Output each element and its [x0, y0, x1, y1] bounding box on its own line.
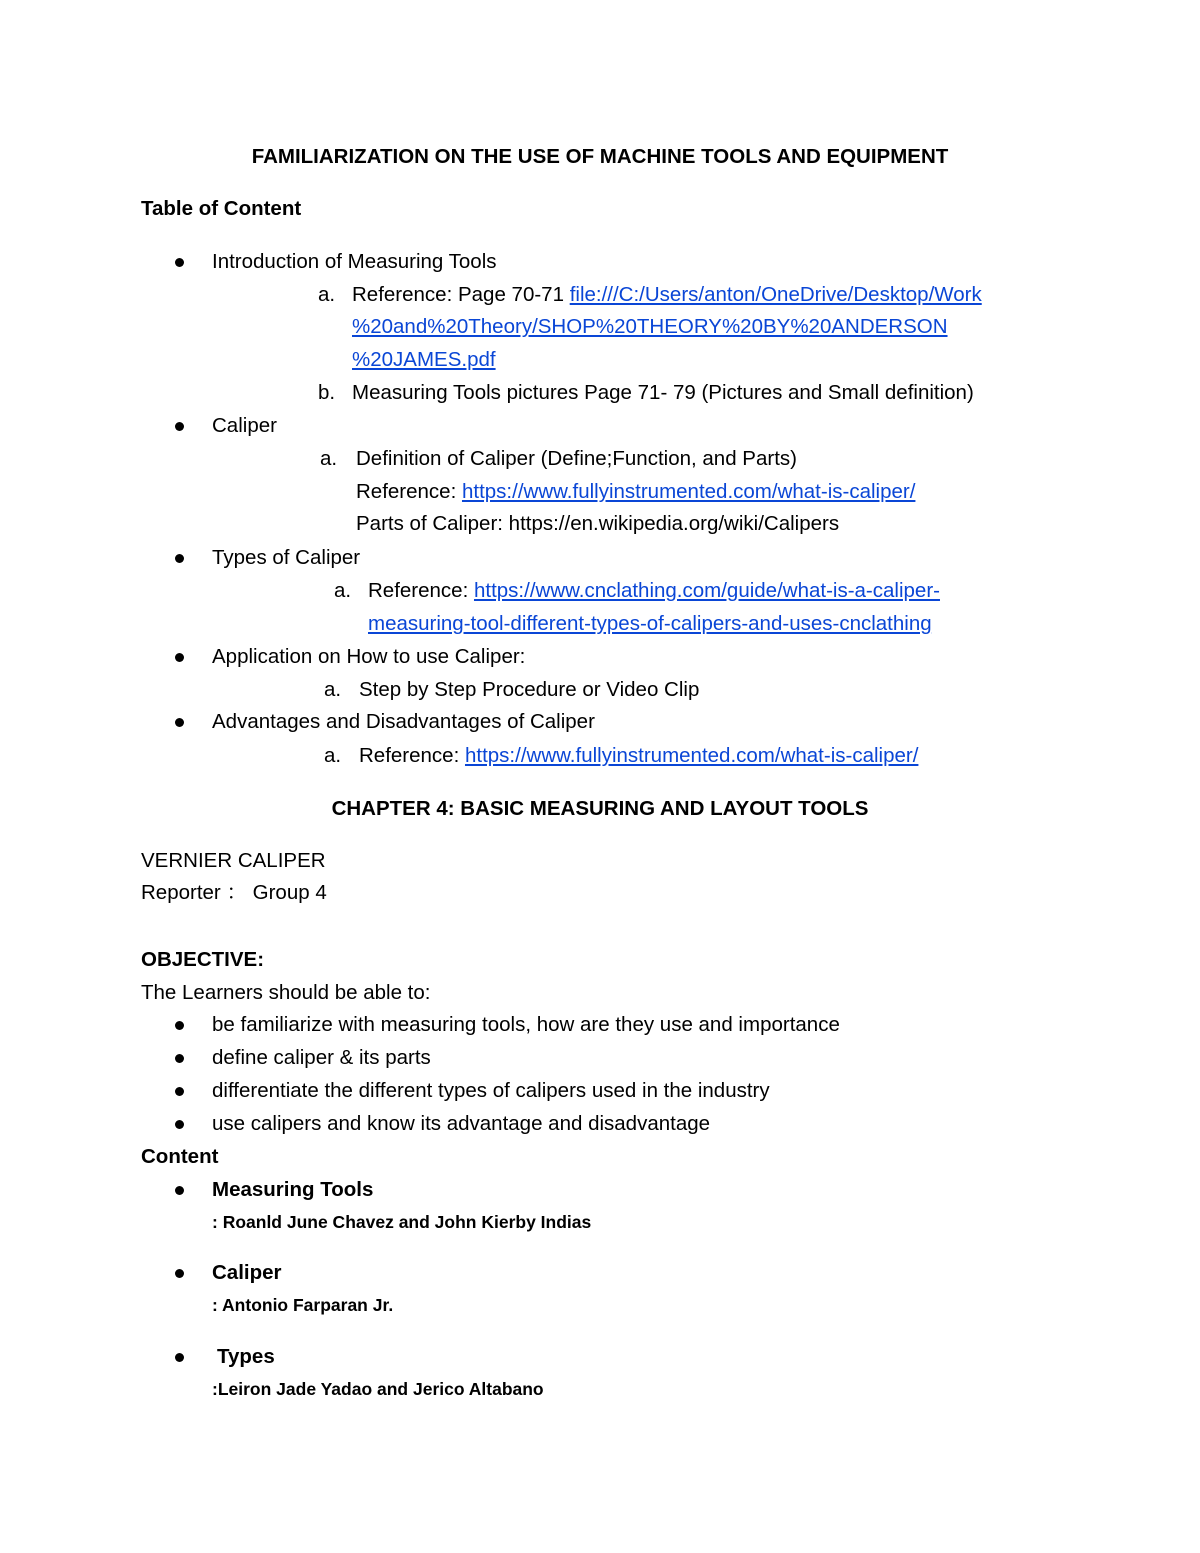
objective-item: define caliper & its parts [212, 1046, 431, 1069]
objective-heading: OBJECTIVE: [141, 948, 265, 971]
toc-caliper-definition: Definition of Caliper (Define;Function, and Parts) [356, 447, 797, 470]
toc-caliper-parts: Parts of Caliper: https://en.wikipedia.org/wiki/Calipers [356, 512, 840, 535]
toc-item-application: Application on How to use Caliper: [212, 645, 526, 668]
reporter-line: Reporter ： Group 4 [141, 881, 327, 904]
reference-link[interactable]: https://www.cnclathing.com/guide/what-is-a-caliper- [473, 579, 940, 602]
toc-advantages-reference [359, 743, 918, 769]
toc-item-advantages: Advantages and Disadvantages of Caliper [212, 710, 595, 733]
reference-label: Reference: [368, 579, 474, 602]
bullet-icon [175, 1087, 184, 1096]
reference-link-continued[interactable]: %20JAMES.pdf [352, 348, 496, 371]
objective-intro: The Learners should be able to: [141, 981, 431, 1004]
bullet-icon [175, 653, 184, 662]
reference-link-continued[interactable]: measuring-tool-different-types-of-calipers-and-uses-cnclathing [368, 612, 932, 635]
bullet-icon [175, 258, 184, 267]
objective-item: use calipers and know its advantage and disadvantage [212, 1112, 711, 1135]
reference-label: Reference: [359, 744, 465, 767]
toc-heading: Table of Content [141, 197, 302, 220]
document-title: FAMILIARIZATION ON THE USE OF MACHINE TOOLS AND EQUIPMENT [251, 145, 949, 168]
toc-intro-pictures: Measuring Tools pictures Page 71- 79 (Pictures and Small definition) [352, 381, 974, 404]
list-marker: a. [324, 744, 342, 767]
vernier-heading: VERNIER CALIPER [141, 849, 326, 872]
list-marker: a. [318, 283, 336, 306]
list-marker: b. [318, 381, 336, 404]
reference-link[interactable]: file:///C:/Users/anton/OneDrive/Desktop/Work [569, 283, 982, 306]
toc-intro-reference [352, 282, 982, 308]
reference-link[interactable]: https://www.fullyinstrumented.com/what-is-caliper/ [461, 480, 916, 503]
content-item-label: Types [217, 1345, 275, 1368]
reference-link[interactable]: https://www.fullyinstrumented.com/what-is-caliper/ [464, 744, 919, 767]
bullet-icon [175, 1120, 184, 1129]
list-marker: a. [324, 678, 342, 701]
list-marker: a. [334, 579, 352, 602]
bullet-icon [175, 1021, 184, 1030]
content-item-label: Measuring Tools [212, 1178, 374, 1201]
bullet-icon [175, 1186, 184, 1195]
reference-label: Reference: [356, 480, 462, 503]
objective-item: be familiarize with measuring tools, how are they use and importance [212, 1013, 840, 1036]
toc-types-reference [368, 578, 940, 604]
reference-link-continued[interactable]: %20and%20Theory/SHOP%20THEORY%20BY%20ANDERSON [352, 315, 948, 338]
toc-caliper-reference [356, 479, 915, 505]
bullet-icon [175, 422, 184, 431]
bullet-icon [175, 1353, 184, 1362]
content-item-label: Caliper [212, 1261, 282, 1284]
content-item-reporters: : Antonio Farparan Jr. [212, 1295, 394, 1315]
chapter-heading: CHAPTER 4: BASIC MEASURING AND LAYOUT TOOLS [331, 797, 869, 820]
bullet-icon [175, 718, 184, 727]
content-heading: Content [141, 1145, 219, 1168]
bullet-icon [175, 554, 184, 563]
toc-application-procedure: Step by Step Procedure or Video Clip [359, 678, 700, 701]
list-marker: a. [320, 447, 338, 470]
bullet-icon [175, 1054, 184, 1063]
toc-item-types: Types of Caliper [212, 546, 361, 569]
content-item-reporters: :Leiron Jade Yadao and Jerico Altabano [212, 1379, 544, 1399]
objective-item: differentiate the different types of calipers used in the industry [212, 1079, 770, 1102]
toc-item-intro: Introduction of Measuring Tools [212, 250, 497, 273]
toc-item-caliper: Caliper [212, 414, 277, 437]
bullet-icon [175, 1269, 184, 1278]
reference-text: Reference: Page 70-71 [352, 283, 570, 306]
content-item-reporters: : Roanld June Chavez and John Kierby Indias [212, 1212, 592, 1232]
